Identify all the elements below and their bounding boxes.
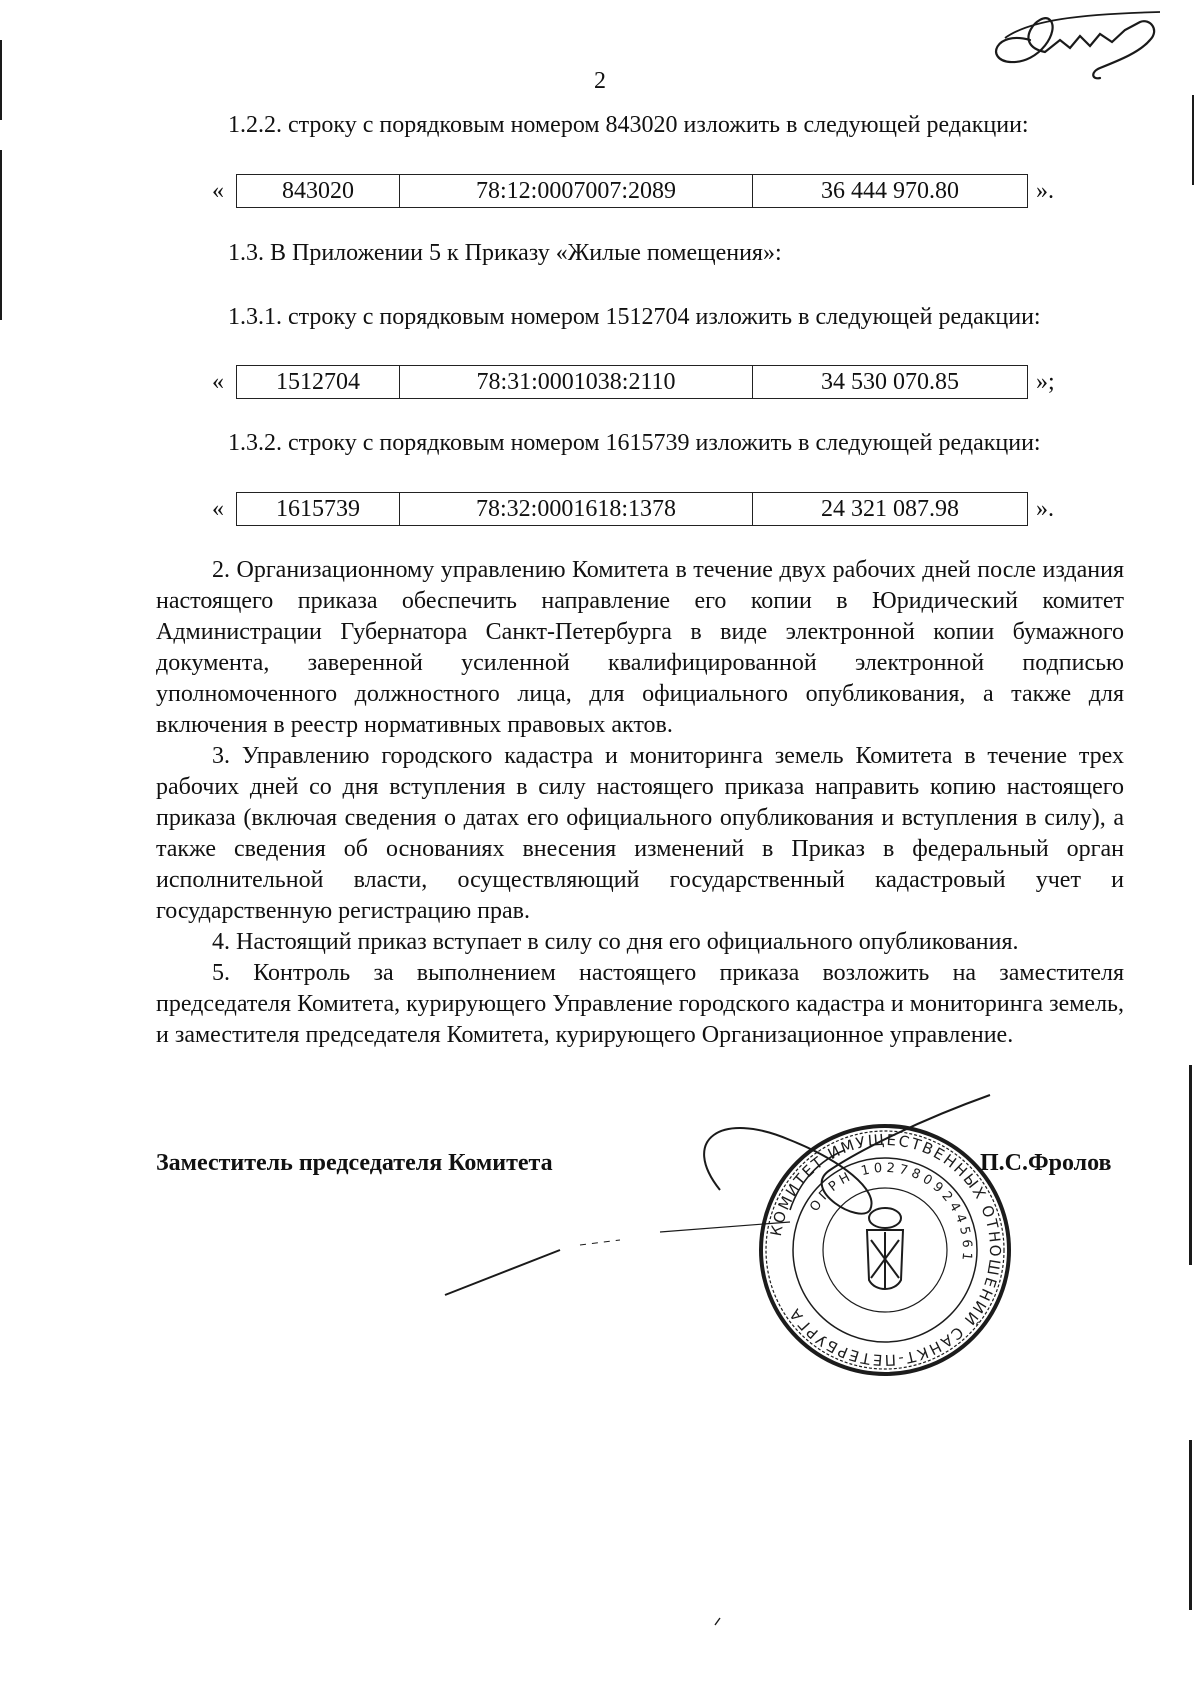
paragraph-5: 5. Контроль за выполнением настоящего приказа возложить на заместителя председателя Комитета, курирующего Управление городского кадастра и мониторинга земель, и заместителя председателя Комитета, курирующего Организационное управление. <box>156 960 1124 1048</box>
cadastral-number-cell: 78:12:0007007:2089 <box>400 175 753 207</box>
item-heading: 1.3.1. строку с порядковым номером 1512704 изложить в следующей редакции: <box>228 304 1041 330</box>
quote-open: « <box>212 368 224 395</box>
quote-close: »; <box>1036 368 1055 395</box>
paragraph-4: 4. Настоящий приказ вступает в силу со дня его официального опубликования. <box>212 929 1019 955</box>
item-heading: 1.2.2. строку с порядковым номером 843020 изложить в следующей редакции: <box>228 112 1029 138</box>
signer-name: П.С.Фролов <box>980 1150 1112 1176</box>
value-cell: 24 321 087.98 <box>821 495 959 522</box>
row-number-cell: 843020 <box>237 175 400 207</box>
item-heading: 1.3. В Приложении 5 к Приказу «Жилые помещения»: <box>228 240 782 266</box>
signer-title: Заместитель председателя Комитета <box>156 1150 553 1176</box>
cadastral-number-cell: 78:31:0001038:2110 <box>400 366 753 398</box>
scan-mark <box>0 150 2 320</box>
page-number: 2 <box>594 68 606 94</box>
scan-mark <box>1189 1440 1192 1610</box>
row-number-cell: 1615739 <box>237 493 400 525</box>
scan-mark <box>1192 95 1194 185</box>
stamp-inner-text: ОГРН 1027809244561 <box>807 1160 975 1266</box>
paragraph-2: 2. Организационному управлению Комитета в течение двух рабочих дней после издания настоящего приказа обеспечить направление его копии в Юридический комитет Администрации Губернатора Санкт-Петербурга в виде электронной копии бумажного документа, заверенной усиленной квалифицированной электронной подписью уполномоченного должностного лица, для официального опубликования, а также для включения в реестр нормативных правовых актов. <box>156 557 1124 738</box>
paragraph-3: 3. Управлению городского кадастра и мониторинга земель Комитета в течение трех рабочих дней со дня вступления в силу настоящего приказа направить копию настоящего приказа (включая сведения о датах его официального опубликования и вступления в силу), а также сведения об основаниях внесения изменений в Приказ в федеральный орган исполнительной власти, осуществляющий государственный кадастровый учет и государственную регистрацию прав. <box>156 743 1124 924</box>
quote-close: ». <box>1036 495 1054 522</box>
scan-mark <box>0 40 2 120</box>
value-cell: 36 444 970.80 <box>821 177 959 204</box>
quote-open: « <box>212 177 224 204</box>
quote-close: ». <box>1036 177 1054 204</box>
stamp-outer-text: КОМИТЕТ ИМУЩЕСТВЕННЫХ ОТНОШЕНИЙ САНКТ-ПЕТЕРБУРГА <box>766 1130 1005 1370</box>
row-number-cell: 1512704 <box>237 366 400 398</box>
scan-mark <box>1189 1065 1192 1265</box>
quote-open: « <box>212 495 224 522</box>
value-cell: 34 530 070.85 <box>821 368 959 395</box>
item-heading: 1.3.2. строку с порядковым номером 1615739 изложить в следующей редакции: <box>228 430 1041 456</box>
cadastral-number-cell: 78:32:0001618:1378 <box>400 493 753 525</box>
